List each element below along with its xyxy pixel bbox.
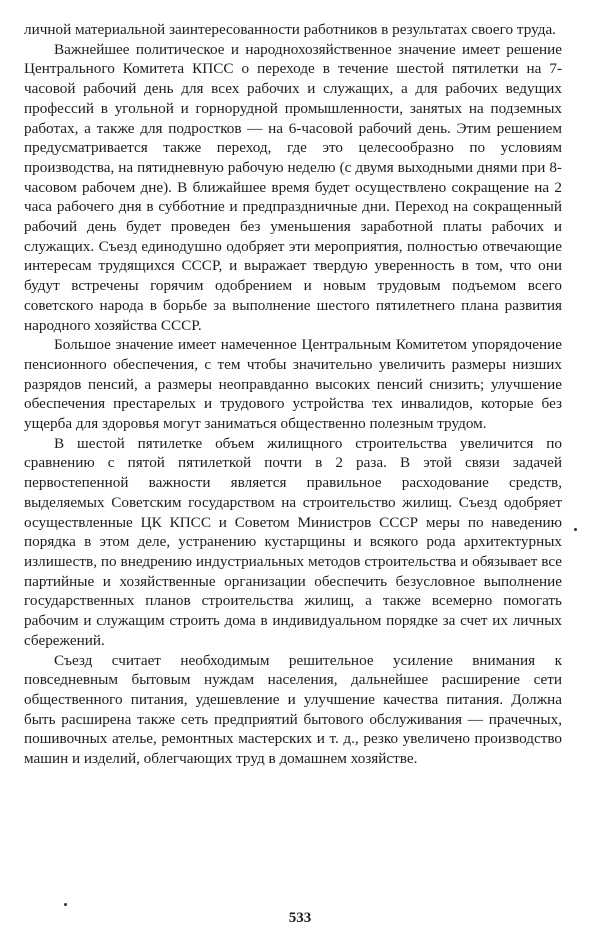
- print-speck: [64, 903, 67, 906]
- page-number: 533: [288, 910, 312, 926]
- paragraph-continuation: личной материальной заинтересованности работников в результатах своего труда.: [24, 21, 556, 38]
- paragraph-pensions: Большое значение имеет намеченное Центральным Комитетом упорядочение пенсионного обеспечения, с тем чтобы значительно увеличить размеры низших разрядов пенсий, а размеры неоправданно высоких пенсий снизить; улучшение обеспечения престарелых и трудового устройства тех инвалидов, которые без ущерба для здоровья могут заниматься общественно полезным трудом.: [24, 336, 562, 433]
- paragraph-housing: В шестой пятилетке объем жилищного строительства увеличится по сравнению с пятой пятилеткой почти в 2 раза. В этой связи задачей первостепенной важности является правильное расходование средств, выделяемых Советским государством на строительство жилищ. Съезд одобряет осуществленные ЦК КПСС и Советом Министров СССР меры по наведению порядка в этом деле, устранению кустарщины и всякого рода архитектурных излишеств, по внедрению индустриальных методов строительства и обязывает все партийные и хозяйственные организации обеспечить безусловное выполнение государственных планов строительства жилищ, а также всемерно помогать рабочим и служащим строить дома в индивидуальном порядке за счет их личных сбережений.: [24, 434, 562, 649]
- print-speck: [574, 528, 577, 531]
- body-text: [24, 20, 562, 769]
- paragraph-consumer-services: Съезд считает необходимым решительное усиление внимания к повседневным бытовым нуждам населения, дальнейшее расширение сети общественного питания, удешевление и улучшение качества питания. Должна быть расширена также сеть предприятий бытового обслуживания — прачечных, пошивочных ателье, ремонтных мастерских и т. д., резко увеличено производство машин и изделий, облегчающих труд в домашнем хозяйстве.: [24, 651, 562, 768]
- paragraph-working-day: Важнейшее политическое и народнохозяйственное значение имеет решение Центрального Комитета КПСС о переходе в течение шестой пятилетки на 7-часовой рабочий день для всех рабочих и служащих, а для рабочих ведущих профессий в угольной и горнорудной промышленности, занятых на подземных работах, а также для подростков — на 6-часовой рабочий день. Этим решением предусматривается также переход, где это целесообразно по условиям производства, на пятидневную рабочую неделю (с двумя выходными днями при 8-часовом рабочем дне). В ближайшее время будет осуществлено сокращение на 2 часа рабочего дня в субботние и предпраздничные дни. Переход на сокращенный рабочий день будет проведен без уменьшения заработной платы рабочих и служащих. Съезд единодушно одобряет эти мероприятия, полностью отвечающие интересам трудящихся СССР, и выражает твердую уверенность в том, что они будут встречены горячим одобрением и новым трудовым подъемом всего советского народа в борьбе за выполнение шестого пятилетнего плана развития народного хозяйства СССР.: [24, 40, 562, 334]
